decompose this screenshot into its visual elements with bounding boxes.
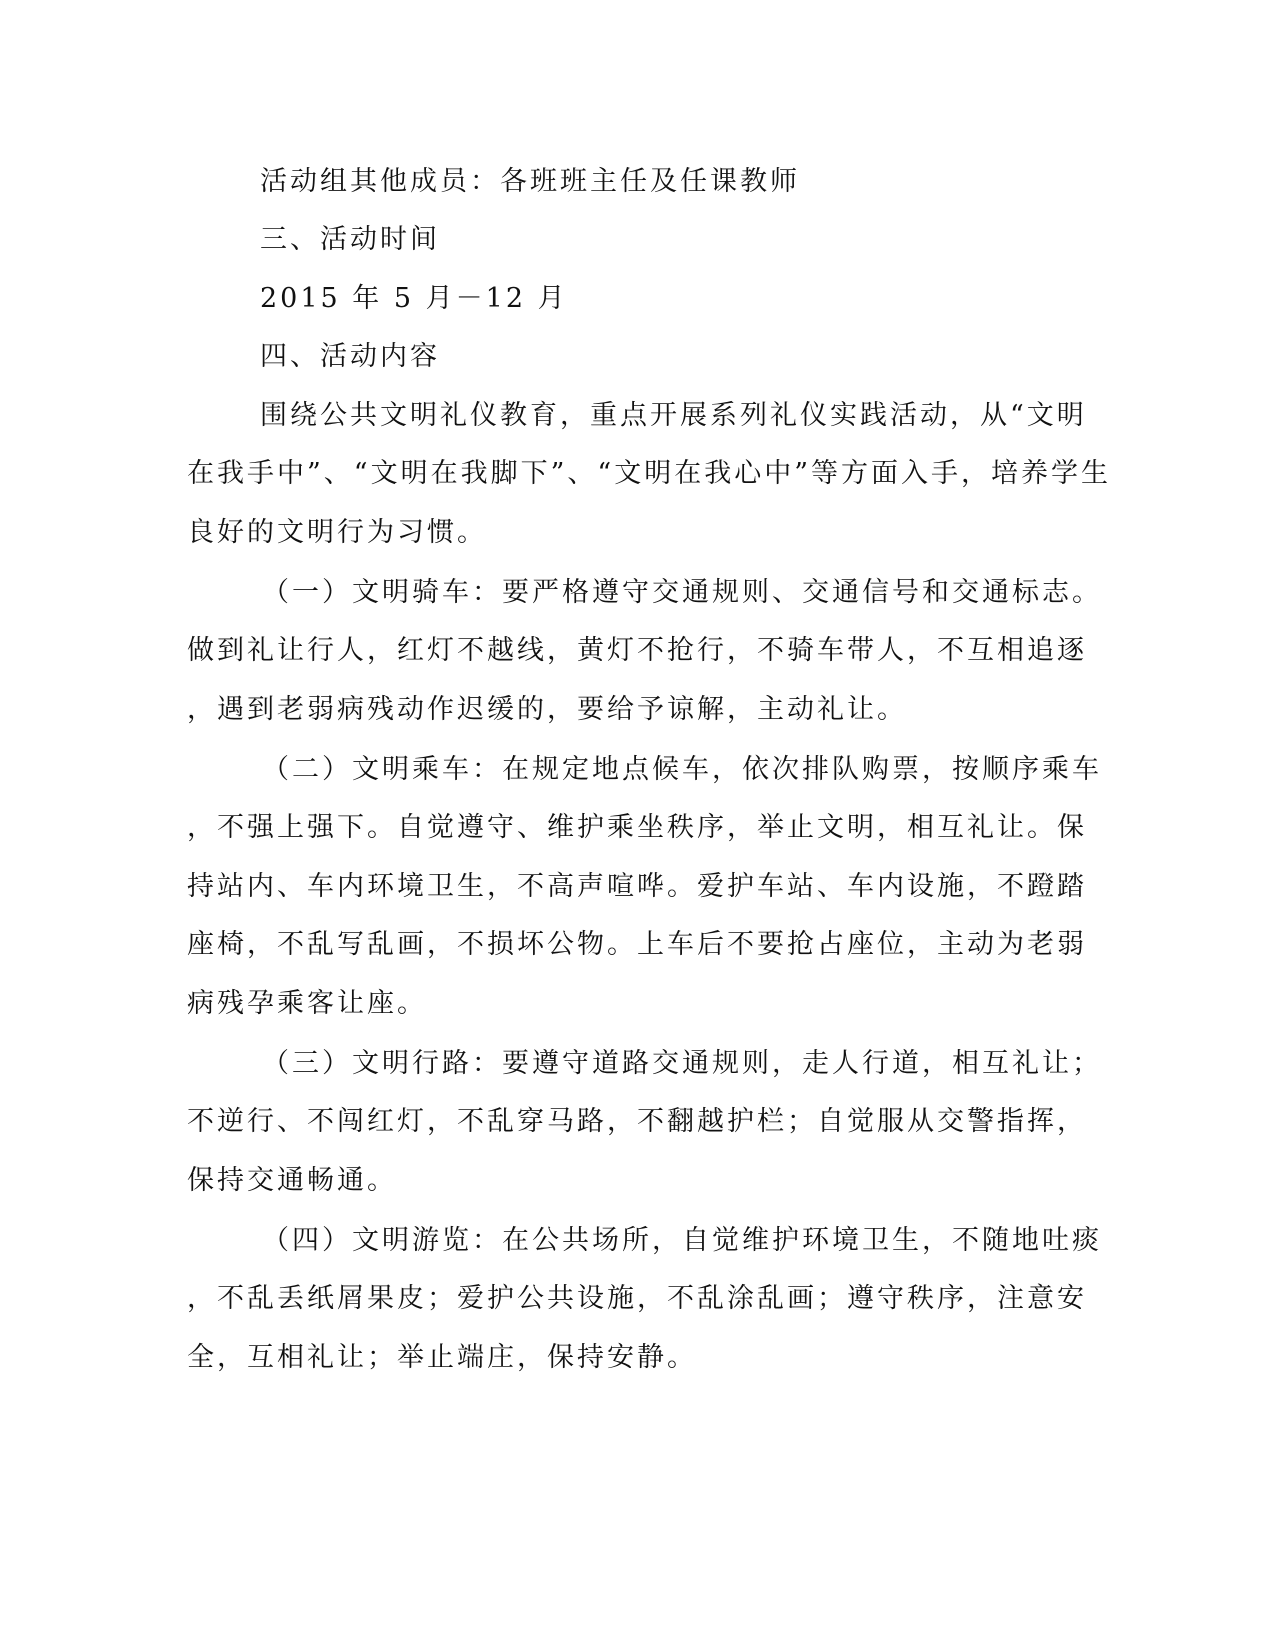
text-line-date-range: 2015 年 5 月－12 月: [260, 283, 568, 314]
paragraph-riding-line-1: （二）文明乘车：在规定地点候车，依次排队购票，按顺序乘车: [262, 754, 1102, 785]
paragraph-cycling-line-3: ，遇到老弱病残动作迟缓的，要给予谅解，主动礼让。: [187, 694, 907, 725]
paragraph-walking-line-3: 保持交通畅通。: [187, 1165, 397, 1196]
paragraph-intro-line-1: 围绕公共文明礼仪教育，重点开展系列礼仪实践活动，从“文明: [260, 400, 1087, 431]
paragraph-cycling-line-2: 做到礼让行人，红灯不越线，黄灯不抢行，不骑车带人，不互相追逐: [187, 635, 1087, 666]
paragraph-intro-line-3: 良好的文明行为习惯。: [187, 517, 487, 548]
paragraph-riding-line-4: 座椅，不乱写乱画，不损坏公物。上车后不要抢占座位，主动为老弱: [187, 929, 1087, 960]
paragraph-riding-line-5: 病残孕乘客让座。: [187, 988, 427, 1019]
paragraph-walking-line-1: （三）文明行路：要遵守道路交通规则，走人行道，相互礼让；: [262, 1048, 1102, 1079]
paragraph-sightseeing-line-2: ，不乱丢纸屑果皮；爱护公共设施，不乱涂乱画；遵守秩序，注意安: [187, 1283, 1087, 1314]
paragraph-riding-line-3: 持站内、车内环境卫生，不高声喧哗。爱护车站、车内设施，不蹬踏: [187, 871, 1087, 902]
paragraph-intro-line-2: 在我手中”、“文明在我脚下”、“文明在我心中”等方面入手，培养学生: [187, 458, 1112, 489]
text-line-members: 活动组其他成员：各班班主任及任课教师: [260, 166, 800, 197]
paragraph-sightseeing-line-3: 全，互相礼让；举止端庄，保持安静。: [187, 1342, 697, 1373]
paragraph-walking-line-2: 不逆行、不闯红灯，不乱穿马路，不翻越护栏；自觉服从交警指挥，: [187, 1106, 1087, 1137]
paragraph-sightseeing-line-1: （四）文明游览：在公共场所，自觉维护环境卫生，不随地吐痰: [262, 1225, 1102, 1256]
heading-activity-content: 四、活动内容: [260, 341, 440, 372]
paragraph-cycling-line-1: （一）文明骑车：要严格遵守交通规则、交通信号和交通标志。: [262, 577, 1102, 608]
paragraph-riding-line-2: ，不强上强下。自觉遵守、维护乘坐秩序，举止文明，相互礼让。保: [187, 812, 1087, 843]
heading-activity-time: 三、活动时间: [260, 224, 440, 255]
